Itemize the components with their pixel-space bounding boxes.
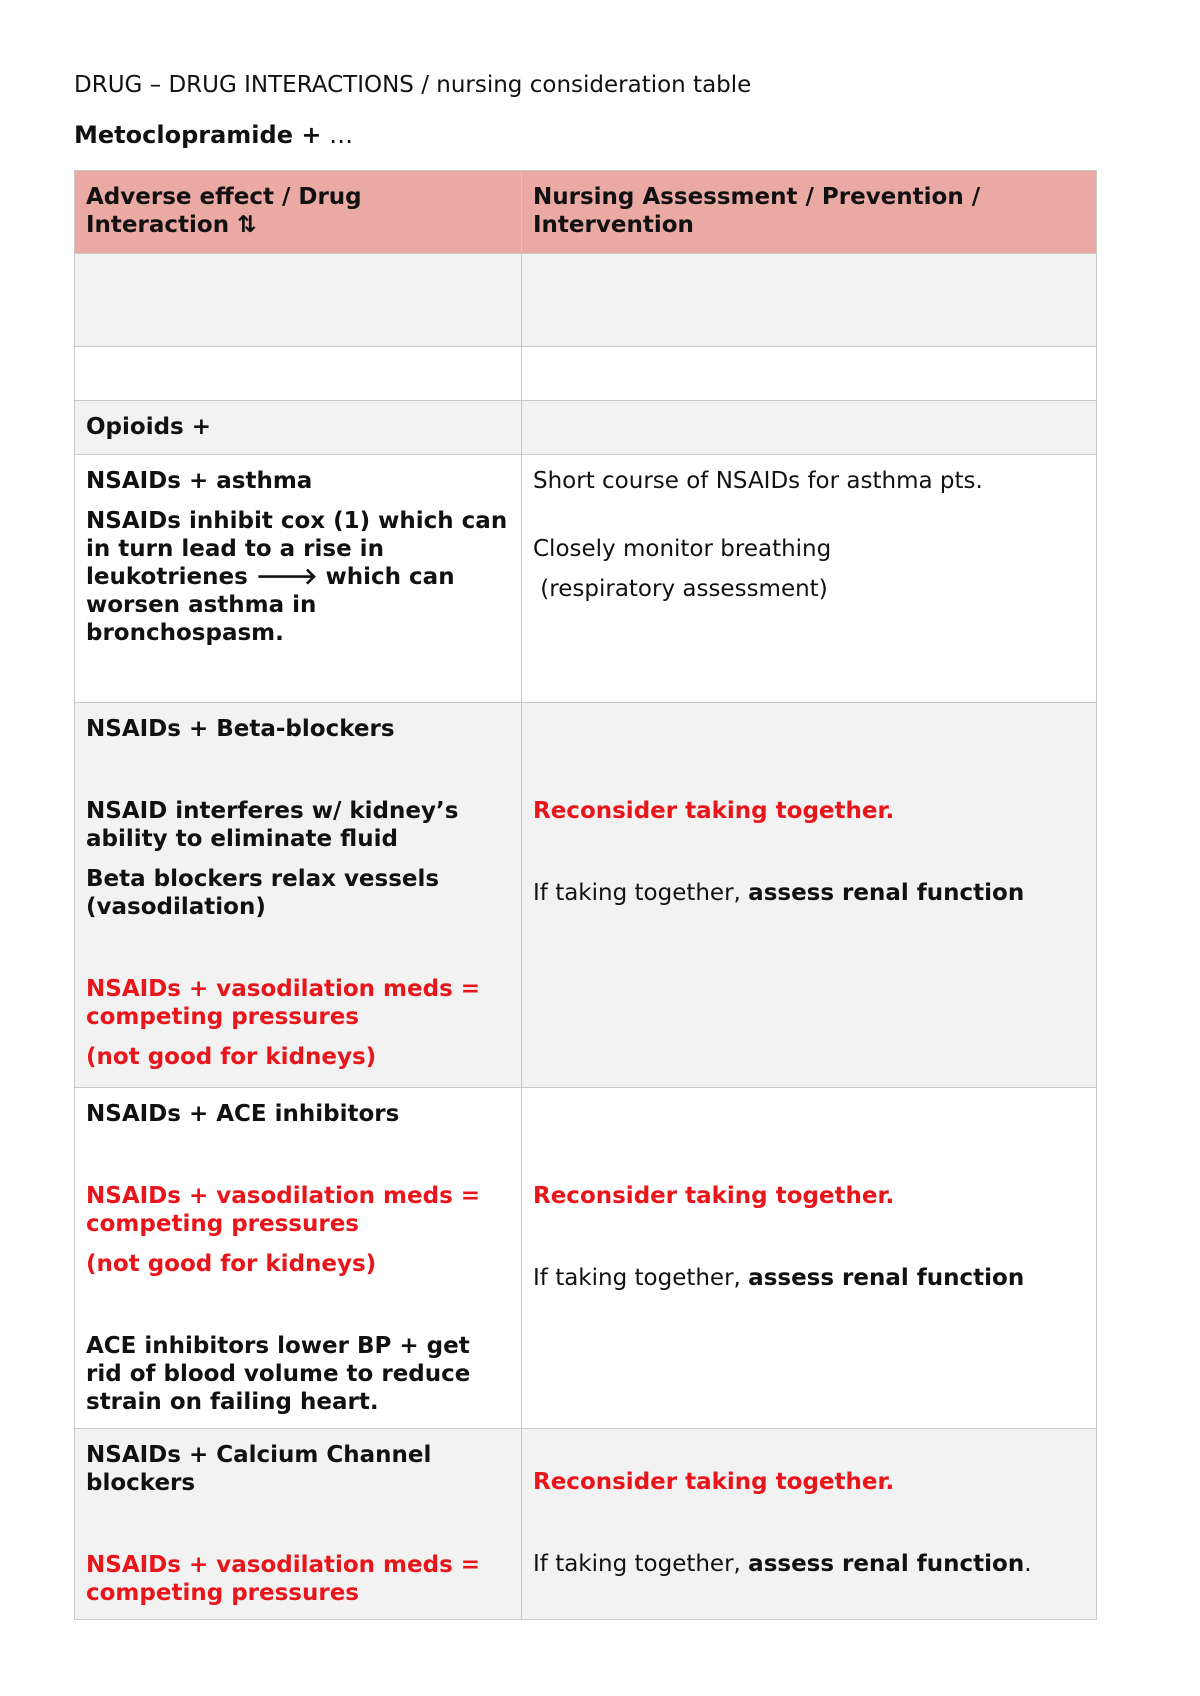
beta-reconsider: Reconsider taking together.	[533, 798, 895, 824]
table-row-opioids-left: Opioids +	[74, 400, 522, 455]
table-row-ccb-right	[521, 1428, 1097, 1620]
asthma-body: NSAIDs inhibit cox (1) which can in turn lead to a rise in leukotrienes 🡒 which can worsen asthma in bronchospasm.	[86, 508, 508, 646]
beta-assess-text: If taking together,	[533, 880, 749, 906]
table-row-ace-right	[521, 1087, 1097, 1429]
ccb-assess	[533, 1550, 1086, 1578]
table-row-opioids-right	[521, 400, 1097, 455]
table-row-asthma-left	[74, 454, 522, 703]
asthma-right-2: Closely monitor breathing	[533, 536, 832, 562]
ccb-assess-bold: assess renal function	[748, 1551, 1025, 1577]
asthma-right-1: Short course of NSAIDs for asthma pts.	[533, 468, 983, 494]
ace-reconsider: Reconsider taking together.	[533, 1183, 895, 1209]
ace-assess-bold: assess renal function	[748, 1265, 1025, 1291]
table-row-ccb-left	[74, 1428, 522, 1620]
ace-red-2: (not good for kidneys)	[86, 1251, 377, 1277]
ace-assess	[533, 1264, 1086, 1292]
ccb-assess-text: If taking together,	[533, 1551, 749, 1577]
subtitle-bold: Metoclopramide +	[74, 121, 322, 149]
beta-assess	[533, 879, 1086, 907]
asthma-right-3: (respiratory assessment)	[533, 576, 828, 602]
table-row-ace-left	[74, 1087, 522, 1429]
page-title: DRUG – DRUG INTERACTIONS / nursing consideration table	[74, 72, 752, 98]
beta-red-1: NSAIDs + vasodilation meds = competing pressures	[86, 976, 481, 1030]
header-nursing-assessment: Nursing Assessment / Prevention / Intervention	[521, 170, 1097, 254]
ccb-reconsider: Reconsider taking together.	[533, 1469, 895, 1495]
ace-assess-text: If taking together,	[533, 1265, 749, 1291]
beta-assess-bold: assess renal function	[748, 880, 1025, 906]
beta-title: NSAIDs + Beta-blockers	[86, 716, 395, 742]
beta-red-2: (not good for kidneys)	[86, 1044, 377, 1070]
ace-body: ACE inhibitors lower BP + get rid of blood volume to reduce strain on failing heart.	[86, 1333, 471, 1415]
ace-title: NSAIDs + ACE inhibitors	[86, 1101, 400, 1127]
beta-body-2: Beta blockers relax vessels (vasodilation)	[86, 866, 440, 920]
ccb-title: NSAIDs + Calcium Channel blockers	[86, 1442, 432, 1496]
table-row-beta-left	[74, 702, 522, 1088]
table-row-asthma-right	[521, 454, 1097, 703]
table-cell-empty-2a	[74, 346, 522, 401]
table-row-beta-right	[521, 702, 1097, 1088]
table-cell-empty-1b	[521, 253, 1097, 347]
ccb-red-1: NSAIDs + vasodilation meds = competing pressures	[86, 1552, 481, 1606]
beta-body-1: NSAID interferes w/ kidney’s ability to eliminate fluid	[86, 798, 459, 852]
table-cell-empty-1a	[74, 253, 522, 347]
asthma-title: NSAIDs + asthma	[86, 468, 313, 494]
ace-red-1: NSAIDs + vasodilation meds = competing pressures	[86, 1183, 481, 1237]
page-subtitle	[74, 121, 353, 149]
header-adverse-effect: Adverse effect / Drug Interaction ⇅	[74, 170, 522, 254]
subtitle-rest: …	[321, 121, 354, 149]
table-cell-empty-2b	[521, 346, 1097, 401]
ccb-assess-end: .	[1024, 1551, 1032, 1577]
